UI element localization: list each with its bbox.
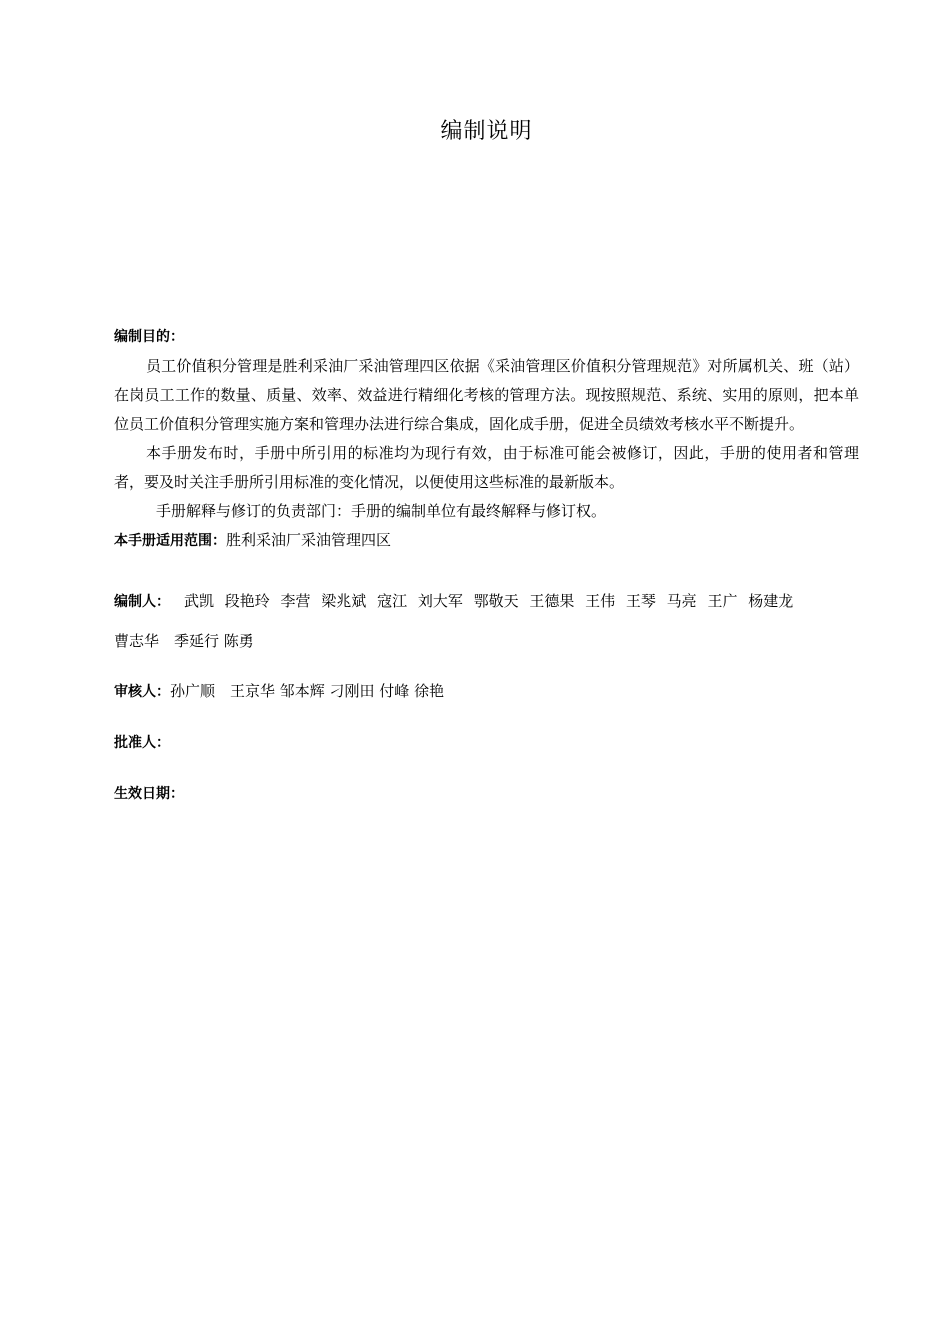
page-title: 编制说明 xyxy=(440,119,533,144)
paragraph-3: 手册解释与修订的负责部门：手册的编制单位有最终解释与修订权。 xyxy=(156,502,607,520)
reviewers-names: 孙广顺 王京华 邹本辉 刁刚田 付峰 徐艳 xyxy=(170,682,445,700)
spacer xyxy=(114,556,859,578)
editors-names-1: 武凯 段艳玲 李营 梁兆斌 寇江 刘大军 鄂敬天 王德果 王伟 王琴 马亮 王广 杨建龙 xyxy=(184,592,794,610)
effective-date-label: 生效日期： xyxy=(114,786,184,802)
editors-label: 编制人： xyxy=(114,594,170,610)
spacer xyxy=(114,758,859,779)
scope-value: 胜利采油厂采油管理四区 xyxy=(226,531,392,549)
approver-label: 批准人： xyxy=(114,735,170,751)
scope-line xyxy=(114,526,859,556)
editors-names-2: 曹志华 季延行 陈勇 xyxy=(114,632,254,650)
paragraph-2: 本手册发布时，手册中所引用的标准均为现行有效，由于标准可能会被修订，因此，手册的使用者和管理者，要及时关注手册所引用标准的变化情况，以便使用这些标准的最新版本。 xyxy=(114,444,859,491)
effective-date-line xyxy=(114,779,859,809)
paragraph-1: 员工价值积分管理是胜利采油厂采油管理四区依据《采油管理区价值积分管理规范》对所属机关、班（站）在岗员工工作的数量、质量、效率、效益进行精细化考核的管理方法。现按照规范、系统、实用的原则，把本单位员工价值积分管理实施方案和管理办法进行综合集成，固化成手册，促进全员绩效考核水平不断提升。 xyxy=(114,357,859,433)
purpose-label: 编制目的： xyxy=(114,329,184,345)
spacer xyxy=(114,617,859,627)
spacer xyxy=(114,656,859,677)
editors-names-2-line xyxy=(114,627,859,656)
reviewers-line xyxy=(114,677,859,707)
spacer xyxy=(114,707,859,728)
editors-line xyxy=(114,587,859,617)
approver-line xyxy=(114,728,859,758)
reviewers-label: 审核人： xyxy=(114,684,170,700)
purpose-heading xyxy=(114,322,859,352)
scope-label: 本手册适用范围： xyxy=(114,533,226,549)
document-body xyxy=(114,322,859,809)
